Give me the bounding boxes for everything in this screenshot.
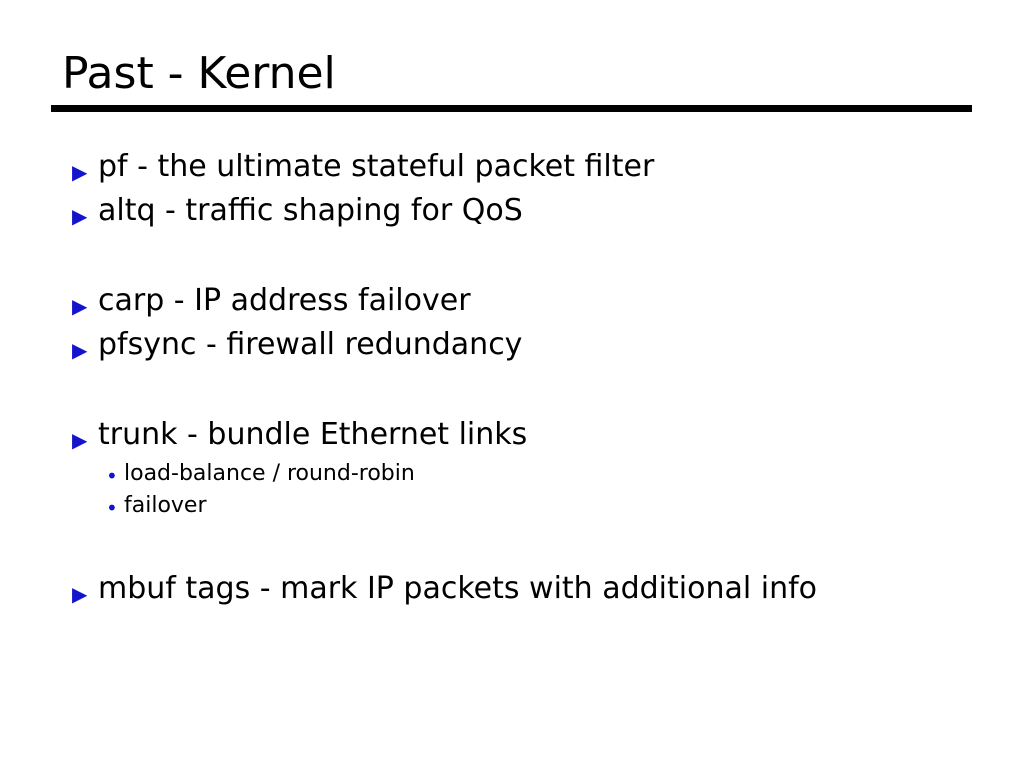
group-spacer <box>72 368 972 414</box>
slide-content <box>72 146 972 612</box>
list-item <box>72 146 972 188</box>
sub-list-item <box>106 458 972 490</box>
sub-list-item-label: load-balance / round-robin <box>124 461 415 486</box>
bullet-group <box>72 146 972 232</box>
list-item <box>72 414 972 456</box>
list-item-label: carp - IP address failover <box>98 283 471 318</box>
list-item <box>72 324 972 366</box>
triangle-bullet-icon: ▶ <box>72 204 88 228</box>
bullet-group <box>72 414 972 522</box>
triangle-bullet-icon: ▶ <box>72 338 88 362</box>
dot-bullet-icon: • <box>106 464 118 488</box>
list-item <box>72 190 972 232</box>
list-item <box>72 280 972 322</box>
bullet-group <box>72 280 972 366</box>
title-divider <box>51 105 972 112</box>
dot-bullet-icon: • <box>106 495 118 520</box>
bullet-group <box>72 568 972 610</box>
list-item <box>72 568 972 610</box>
page-title: Past - Kernel <box>62 48 336 99</box>
triangle-bullet-icon: ▶ <box>72 294 88 318</box>
triangle-bullet-icon: ▶ <box>72 160 88 184</box>
sub-list-item-label: failover <box>124 492 207 518</box>
list-item-label: trunk - bundle Ethernet links <box>98 417 528 452</box>
triangle-bullet-icon: ▶ <box>72 581 88 606</box>
list-item-label: altq - traffic shaping for QoS <box>98 193 523 228</box>
list-item-label: pf - the ultimate stateful packet filter <box>98 149 655 184</box>
list-item-label: mbuf tags - mark IP packets with additional info <box>98 570 818 606</box>
group-spacer <box>72 234 972 280</box>
triangle-bullet-icon: ▶ <box>72 428 88 452</box>
sub-list-item <box>106 490 972 522</box>
group-spacer <box>72 522 972 568</box>
list-item-label: pfsync - firewall redundancy <box>98 327 523 362</box>
